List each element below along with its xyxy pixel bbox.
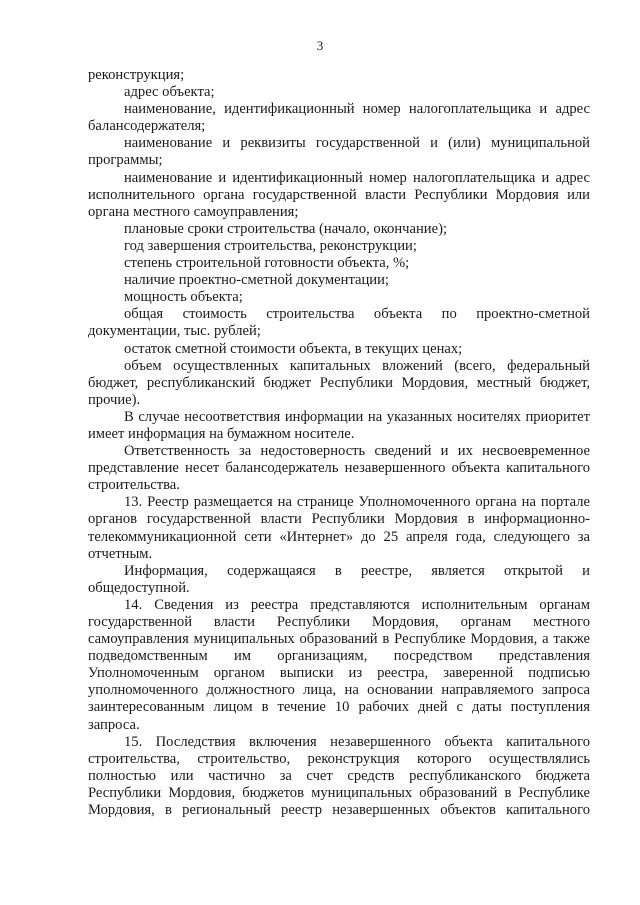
paragraph: год завершения строительства, реконструкции; [124, 237, 417, 254]
paragraph: мощность объекта; [124, 289, 243, 306]
paragraph: Информация, содержащаяся в реестре, является открытой и общедоступной. [88, 562, 590, 596]
paragraph: адрес объекта; [124, 84, 215, 101]
paragraph: 13. Реестр размещается на странице Уполномоченного органа на портале органов государственной власти Республики Мордовия в информационно-телекоммуникационной сети «Интернет» до 25 апреля года, следующего за отчетным. [88, 494, 590, 562]
paragraph: остаток сметной стоимости объекта, в текущих ценах; [124, 340, 463, 357]
paragraph: Ответственность за недостоверность сведений и их несвоевременное представление несет балансодержатель незавершенного объекта капитального строительства. [88, 443, 590, 494]
body-text [88, 67, 590, 819]
page-number: 3 [316, 38, 324, 53]
paragraph: реконструкция; [88, 67, 185, 83]
paragraph: 14. Сведения из реестра представляются исполнительным органам государственной власти Республики Мордовия, органам местного самоуправления муниципальных образований в Республике Мордовия, а также подведомственным им организациям, посредством представления Уполномоченным органом выписки из реестра, заверенной подписью уполномоченного должностного лица, на основании направляемого запроса заинтересованным лицом в течение 10 рабочих дней с даты поступления запроса. [88, 596, 590, 733]
paragraph: наименование, идентификационный номер налогоплательщика и адрес балансодержателя; [88, 101, 590, 135]
paragraph: наименование и реквизиты государственной и (или) муниципальной программы; [88, 135, 590, 169]
paragraph: В случае несоответствия информации на указанных носителях приоритет имеет информация на бумажном носителе. [88, 408, 590, 442]
paragraph: 15. Последствия включения незавершенного объекта капитального строительства, строительство, реконструкция которого осуществлялись полностью или частично за счет средств республиканского бюджета Республики Мордовия, бюджетов муниципальных образований в Республике Мордовия, в региональный реестр незавершенных объектов капитального [88, 733, 590, 819]
paragraph: наименование и идентификационный номер налогоплательщика и адрес исполнительного органа государственной власти Республики Мордовия или органа местного самоуправления; [88, 169, 590, 220]
paragraph: плановые сроки строительства (начало, окончание); [124, 220, 447, 237]
paragraph: общая стоимость строительства объекта по проектно-сметной документации, тыс. рублей; [88, 306, 590, 340]
paragraph: наличие проектно-сметной документации; [124, 272, 389, 289]
paragraph: степень строительной готовности объекта, %; [124, 255, 410, 272]
paragraph: объем осуществленных капитальных вложений (всего, федеральный бюджет, республиканский бюджет Республики Мордовия, местный бюджет, прочие). [88, 357, 590, 408]
